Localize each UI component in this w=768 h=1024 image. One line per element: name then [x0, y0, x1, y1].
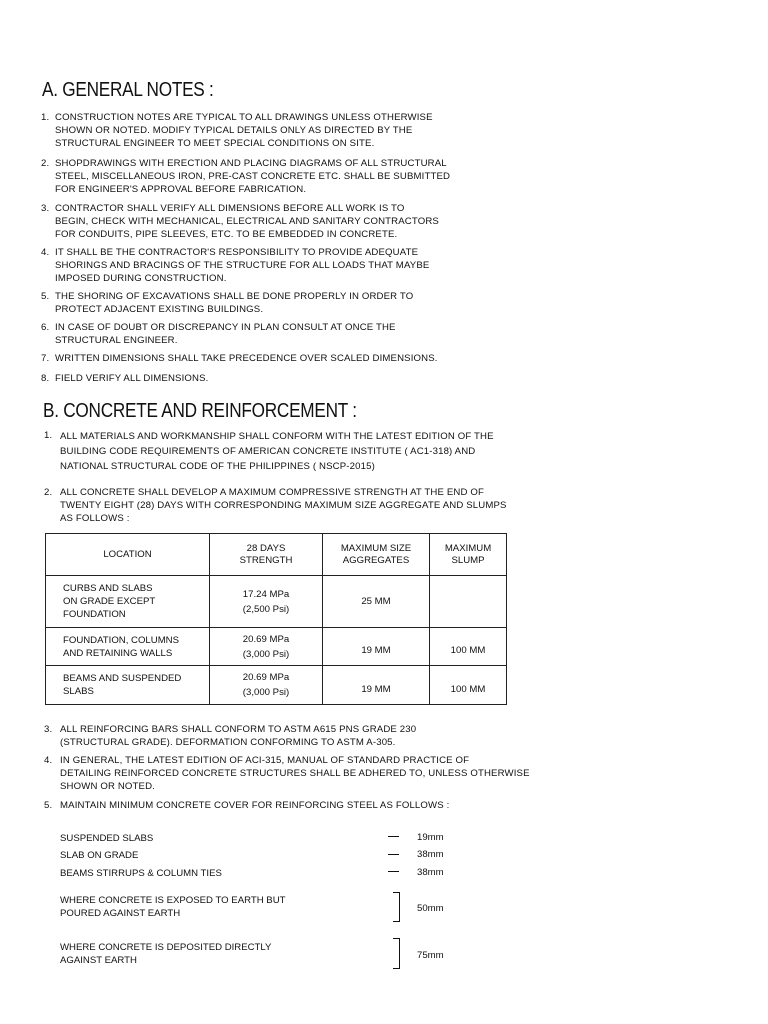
note-b3	[44, 723, 417, 749]
cell-line: CURBS AND SLABS	[63, 583, 153, 594]
table-row	[46, 666, 507, 705]
note-line: IN CASE OF DOUBT OR DISCREPANCY IN PLAN CONSULT AT ONCE THE	[55, 322, 396, 333]
cover-value: 19mm	[417, 832, 444, 843]
note-line: FIELD VERIFY ALL DIMENSIONS.	[55, 373, 209, 384]
cell-line: (3,000 Psi)	[242, 687, 290, 698]
cover-label-line: WHERE CONCRETE IS EXPOSED TO EARTH BUT	[60, 895, 286, 906]
cover-label-exposed-to-earth	[60, 894, 286, 920]
note-a8	[41, 372, 209, 385]
note-line: PROTECT ADJACENT EXISTING BUILDINGS.	[55, 304, 264, 315]
table-row	[46, 628, 507, 666]
cell-line: ON GRADE EXCEPT	[63, 596, 156, 607]
cell-slump	[430, 576, 507, 628]
note-number: 1.	[44, 430, 53, 441]
note-line: IT SHALL BE THE CONTRACTOR'S RESPONSIBILITY TO PROVIDE ADEQUATE	[55, 247, 419, 258]
bracket-marker	[393, 892, 400, 922]
note-line: SHORINGS AND BRACINGS OF THE STRUCTURE FOR ALL LOADS THAT MAYBE	[55, 260, 430, 271]
cover-label-line: POURED AGAINST EARTH	[60, 908, 181, 919]
note-line: WRITTEN DIMENSIONS SHALL TAKE PRECEDENCE OVER SCALED DIMENSIONS.	[55, 353, 438, 364]
note-line: IMPOSED DURING CONSTRUCTION.	[55, 273, 227, 284]
cell-location	[46, 666, 210, 705]
cell-line: 20.69 MPa	[242, 672, 290, 683]
cell-line: FOUNDATION	[63, 609, 126, 620]
header-line: STRENGTH	[239, 554, 293, 566]
note-line: SHOWN OR NOTED.	[60, 781, 155, 792]
cell-location	[46, 576, 210, 628]
note-line: TWENTY EIGHT (28) DAYS WITH CORRESPONDING MAXIMUM SIZE AGGREGATE AND SLUMPS	[60, 500, 507, 511]
cover-value: 38mm	[417, 867, 444, 878]
cover-label-suspended-slabs: SUSPENDED SLABS	[60, 833, 154, 844]
note-number: 6.	[41, 322, 50, 333]
note-a1	[41, 111, 433, 150]
cell-line: (3,000 Psi)	[242, 648, 290, 660]
dash-marker	[388, 854, 399, 855]
note-number: 4.	[41, 247, 50, 258]
cover-label-line: AGAINST EARTH	[60, 955, 137, 966]
note-line: STRUCTURAL ENGINEER.	[55, 335, 178, 346]
cell-aggregate: 19 MM	[323, 628, 430, 666]
header-strength	[210, 534, 323, 576]
dash-marker	[388, 836, 399, 837]
note-number: 5.	[41, 291, 50, 302]
cover-value: 50mm	[417, 903, 444, 914]
cell-aggregate: 25 MM	[323, 576, 430, 628]
cell-location	[46, 628, 210, 666]
note-a5	[41, 290, 414, 316]
note-line: ALL MATERIALS AND WORKMANSHIP SHALL CONFORM WITH THE LATEST EDITION OF THE	[60, 431, 494, 442]
header-location	[46, 534, 210, 576]
cell-line: (2,500 Psi)	[242, 603, 290, 615]
note-a7	[41, 352, 438, 365]
table-row	[46, 576, 507, 628]
header-slump	[430, 534, 507, 576]
concrete-strength-table	[45, 533, 507, 705]
note-a6	[41, 321, 396, 347]
cover-label-deposited-against-earth	[60, 941, 271, 967]
note-line: STEEL, MISCELLANEOUS IRON, PRE-CAST CONCRETE ETC. SHALL BE SUBMITTED	[55, 171, 451, 182]
header-line: LOCATION	[103, 548, 152, 560]
cover-label-slab-on-grade: SLAB ON GRADE	[60, 850, 139, 861]
note-line: ALL CONCRETE SHALL DEVELOP A MAXIMUM COMPRESSIVE STRENGTH AT THE END OF	[60, 487, 484, 498]
cell-line: BEAMS AND SUSPENDED	[63, 673, 182, 684]
cell-line: SLABS	[63, 686, 94, 697]
note-a2	[41, 157, 451, 196]
header-aggregate	[323, 534, 430, 576]
table-header-row	[46, 534, 507, 576]
cell-line: 20.69 MPa	[242, 633, 290, 645]
note-number: 7.	[41, 353, 50, 364]
cell-strength	[210, 628, 323, 666]
note-number: 5.	[44, 800, 53, 811]
header-line: AGGREGATES	[342, 554, 410, 566]
note-a3	[41, 202, 439, 241]
note-line: FOR ENGINEER'S APPROVAL BEFORE FABRICATION.	[55, 184, 307, 195]
note-line: STRUCTURAL ENGINEER TO MEET SPECIAL CONDITIONS ON SITE.	[55, 138, 375, 149]
note-line: THE SHORING OF EXCAVATIONS SHALL BE DONE PROPERLY IN ORDER TO	[55, 291, 414, 302]
header-line: 28 DAYS	[246, 542, 286, 554]
note-b1	[44, 429, 494, 474]
note-number: 4.	[44, 755, 53, 766]
cell-line: FOUNDATION, COLUMNS	[63, 634, 180, 646]
cover-label-beams-stirrups: BEAMS STIRRUPS & COLUMN TIES	[60, 868, 222, 879]
note-b5	[44, 799, 450, 812]
note-line: CONTRACTOR SHALL VERIFY ALL DIMENSIONS BEFORE ALL WORK IS TO	[55, 203, 405, 214]
section-a-title: A. GENERAL NOTES :	[42, 79, 214, 101]
note-line: SHOPDRAWINGS WITH ERECTION AND PLACING DIAGRAMS OF ALL STRUCTURAL	[55, 158, 447, 169]
note-line: IN GENERAL, THE LATEST EDITION OF ACI-315, MANUAL OF STANDARD PRACTICE OF	[60, 755, 470, 766]
note-number: 2.	[44, 487, 53, 498]
note-line: DETAILING REINFORCED CONCRETE STRUCTURES SHALL BE ADHERED TO, UNLESS OTHERWISE	[60, 768, 530, 779]
header-line: SLUMP	[451, 554, 485, 566]
cell-line: 17.24 MPa	[242, 588, 290, 600]
note-number: 8.	[41, 373, 50, 384]
cover-value: 75mm	[417, 950, 444, 961]
cell-slump: 100 MM	[430, 628, 507, 666]
cover-label-line: WHERE CONCRETE IS DEPOSITED DIRECTLY	[60, 942, 272, 953]
cell-strength	[210, 666, 323, 705]
cell-strength	[210, 576, 323, 628]
dash-marker	[388, 871, 399, 872]
cover-value: 38mm	[417, 849, 444, 860]
note-number: 1.	[41, 112, 50, 123]
cell-line: AND RETAINING WALLS	[63, 647, 173, 659]
header-line: MAXIMUM SIZE	[340, 542, 412, 554]
header-line: MAXIMUM	[444, 542, 492, 554]
note-b2	[44, 486, 507, 525]
note-line: AS FOLLOWS :	[60, 513, 130, 524]
note-number: 3.	[44, 724, 53, 735]
note-line: (STRUCTURAL GRADE). DEFORMATION CONFORMING TO ASTM A-305.	[60, 737, 396, 748]
note-line: SHOWN OR NOTED. MODIFY TYPICAL DETAILS ONLY AS DIRECTED BY THE	[55, 125, 413, 136]
note-line: NATIONAL STRUCTURAL CODE OF THE PHILIPPINES ( NSCP-2015)	[60, 461, 375, 472]
note-line: BEGIN, CHECK WITH MECHANICAL, ELECTRICAL AND SANITARY CONTRACTORS	[55, 216, 439, 227]
cell-slump: 100 MM	[430, 666, 507, 705]
note-line: ALL REINFORCING BARS SHALL CONFORM TO ASTM A615 PNS GRADE 230	[60, 724, 417, 735]
section-b-title: B. CONCRETE AND REINFORCEMENT :	[43, 400, 357, 422]
bracket-marker	[393, 938, 400, 969]
note-a4	[41, 246, 430, 285]
note-line: MAINTAIN MINIMUM CONCRETE COVER FOR REINFORCING STEEL AS FOLLOWS :	[60, 800, 450, 811]
note-line: BUILDING CODE REQUIREMENTS OF AMERICAN CONCRETE INSTITUTE ( AC1-318) AND	[60, 446, 476, 457]
note-line: CONSTRUCTION NOTES ARE TYPICAL TO ALL DRAWINGS UNLESS OTHERWISE	[55, 112, 433, 123]
note-number: 3.	[41, 203, 50, 214]
cell-aggregate: 19 MM	[323, 666, 430, 705]
note-number: 2.	[41, 158, 50, 169]
note-line: FOR CONDUITS, PIPE SLEEVES, ETC. TO BE EMBEDDED IN CONCRETE.	[55, 229, 398, 240]
note-b4	[44, 754, 530, 793]
